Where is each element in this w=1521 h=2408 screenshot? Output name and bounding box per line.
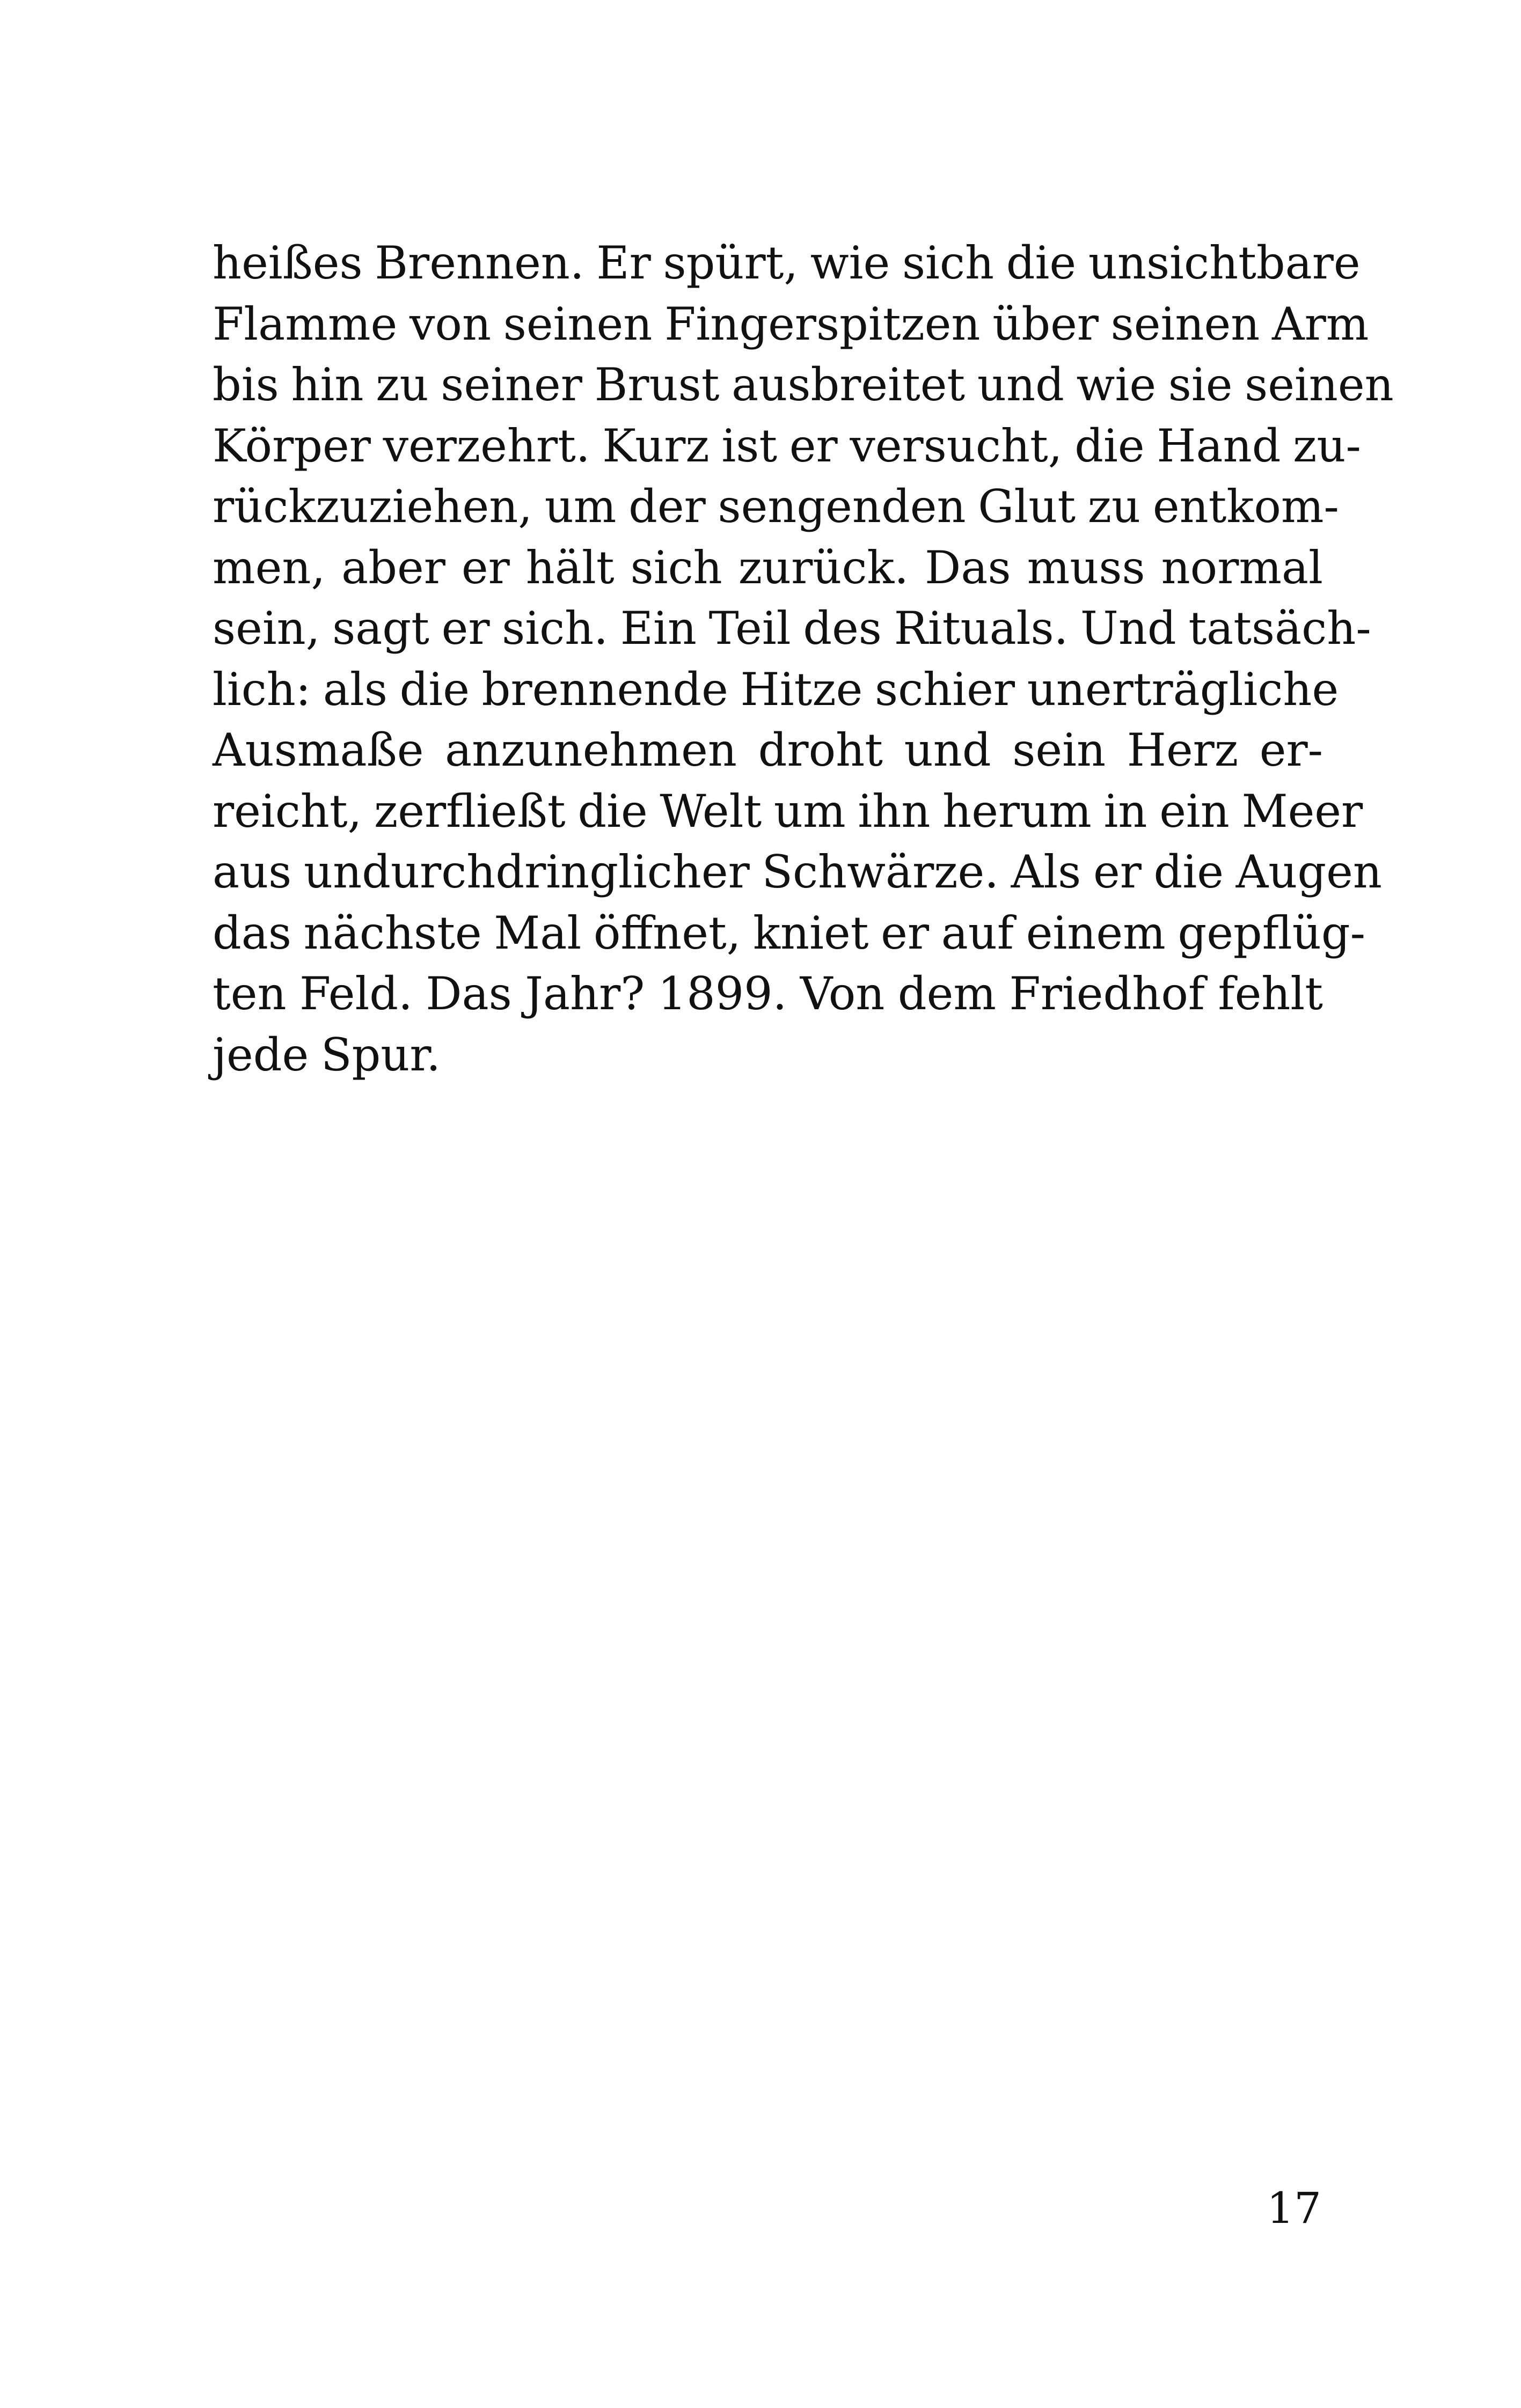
text-line: lich: als die brennende Hitze schier unerträgliche — [213, 663, 1339, 716]
text-line: rückzuziehen, um der sengenden Glut zu entkom- — [213, 480, 1339, 533]
text-line: bis hin zu seiner Brust ausbreitet und wie sie seinen — [213, 358, 1394, 411]
page-number: 17 — [1267, 2183, 1321, 2233]
text-line: men, aber er hält sich zurück. Das muss normal — [213, 541, 1323, 594]
text-line: Körper verzehrt. Kurz ist er versucht, die Hand zu- — [213, 419, 1361, 472]
text-line: Flamme von seinen Fingerspitzen über seinen Arm — [213, 297, 1369, 350]
text-line: ten Feld. Das Jahr? 1899. Von dem Friedhof fehlt — [213, 967, 1323, 1020]
body-text — [213, 233, 1394, 1085]
text-line: Ausmaße anzunehmen droht und sein Herz er- — [213, 724, 1323, 776]
text-line: heißes Brennen. Er spürt, wie sich die unsichtbare — [213, 237, 1361, 289]
text-line: jede Spur. — [213, 1028, 441, 1081]
text-line: sein, sagt er sich. Ein Teil des Rituals. Und tatsäch- — [213, 602, 1371, 655]
text-line: aus undurchdringlicher Schwärze. Als er die Augen — [213, 846, 1382, 898]
text-line: reicht, zerfließt die Welt um ihn herum in ein Meer — [213, 784, 1363, 838]
text-line: das nächste Mal öffnet, kniet er auf einem gepflüg- — [213, 906, 1365, 959]
